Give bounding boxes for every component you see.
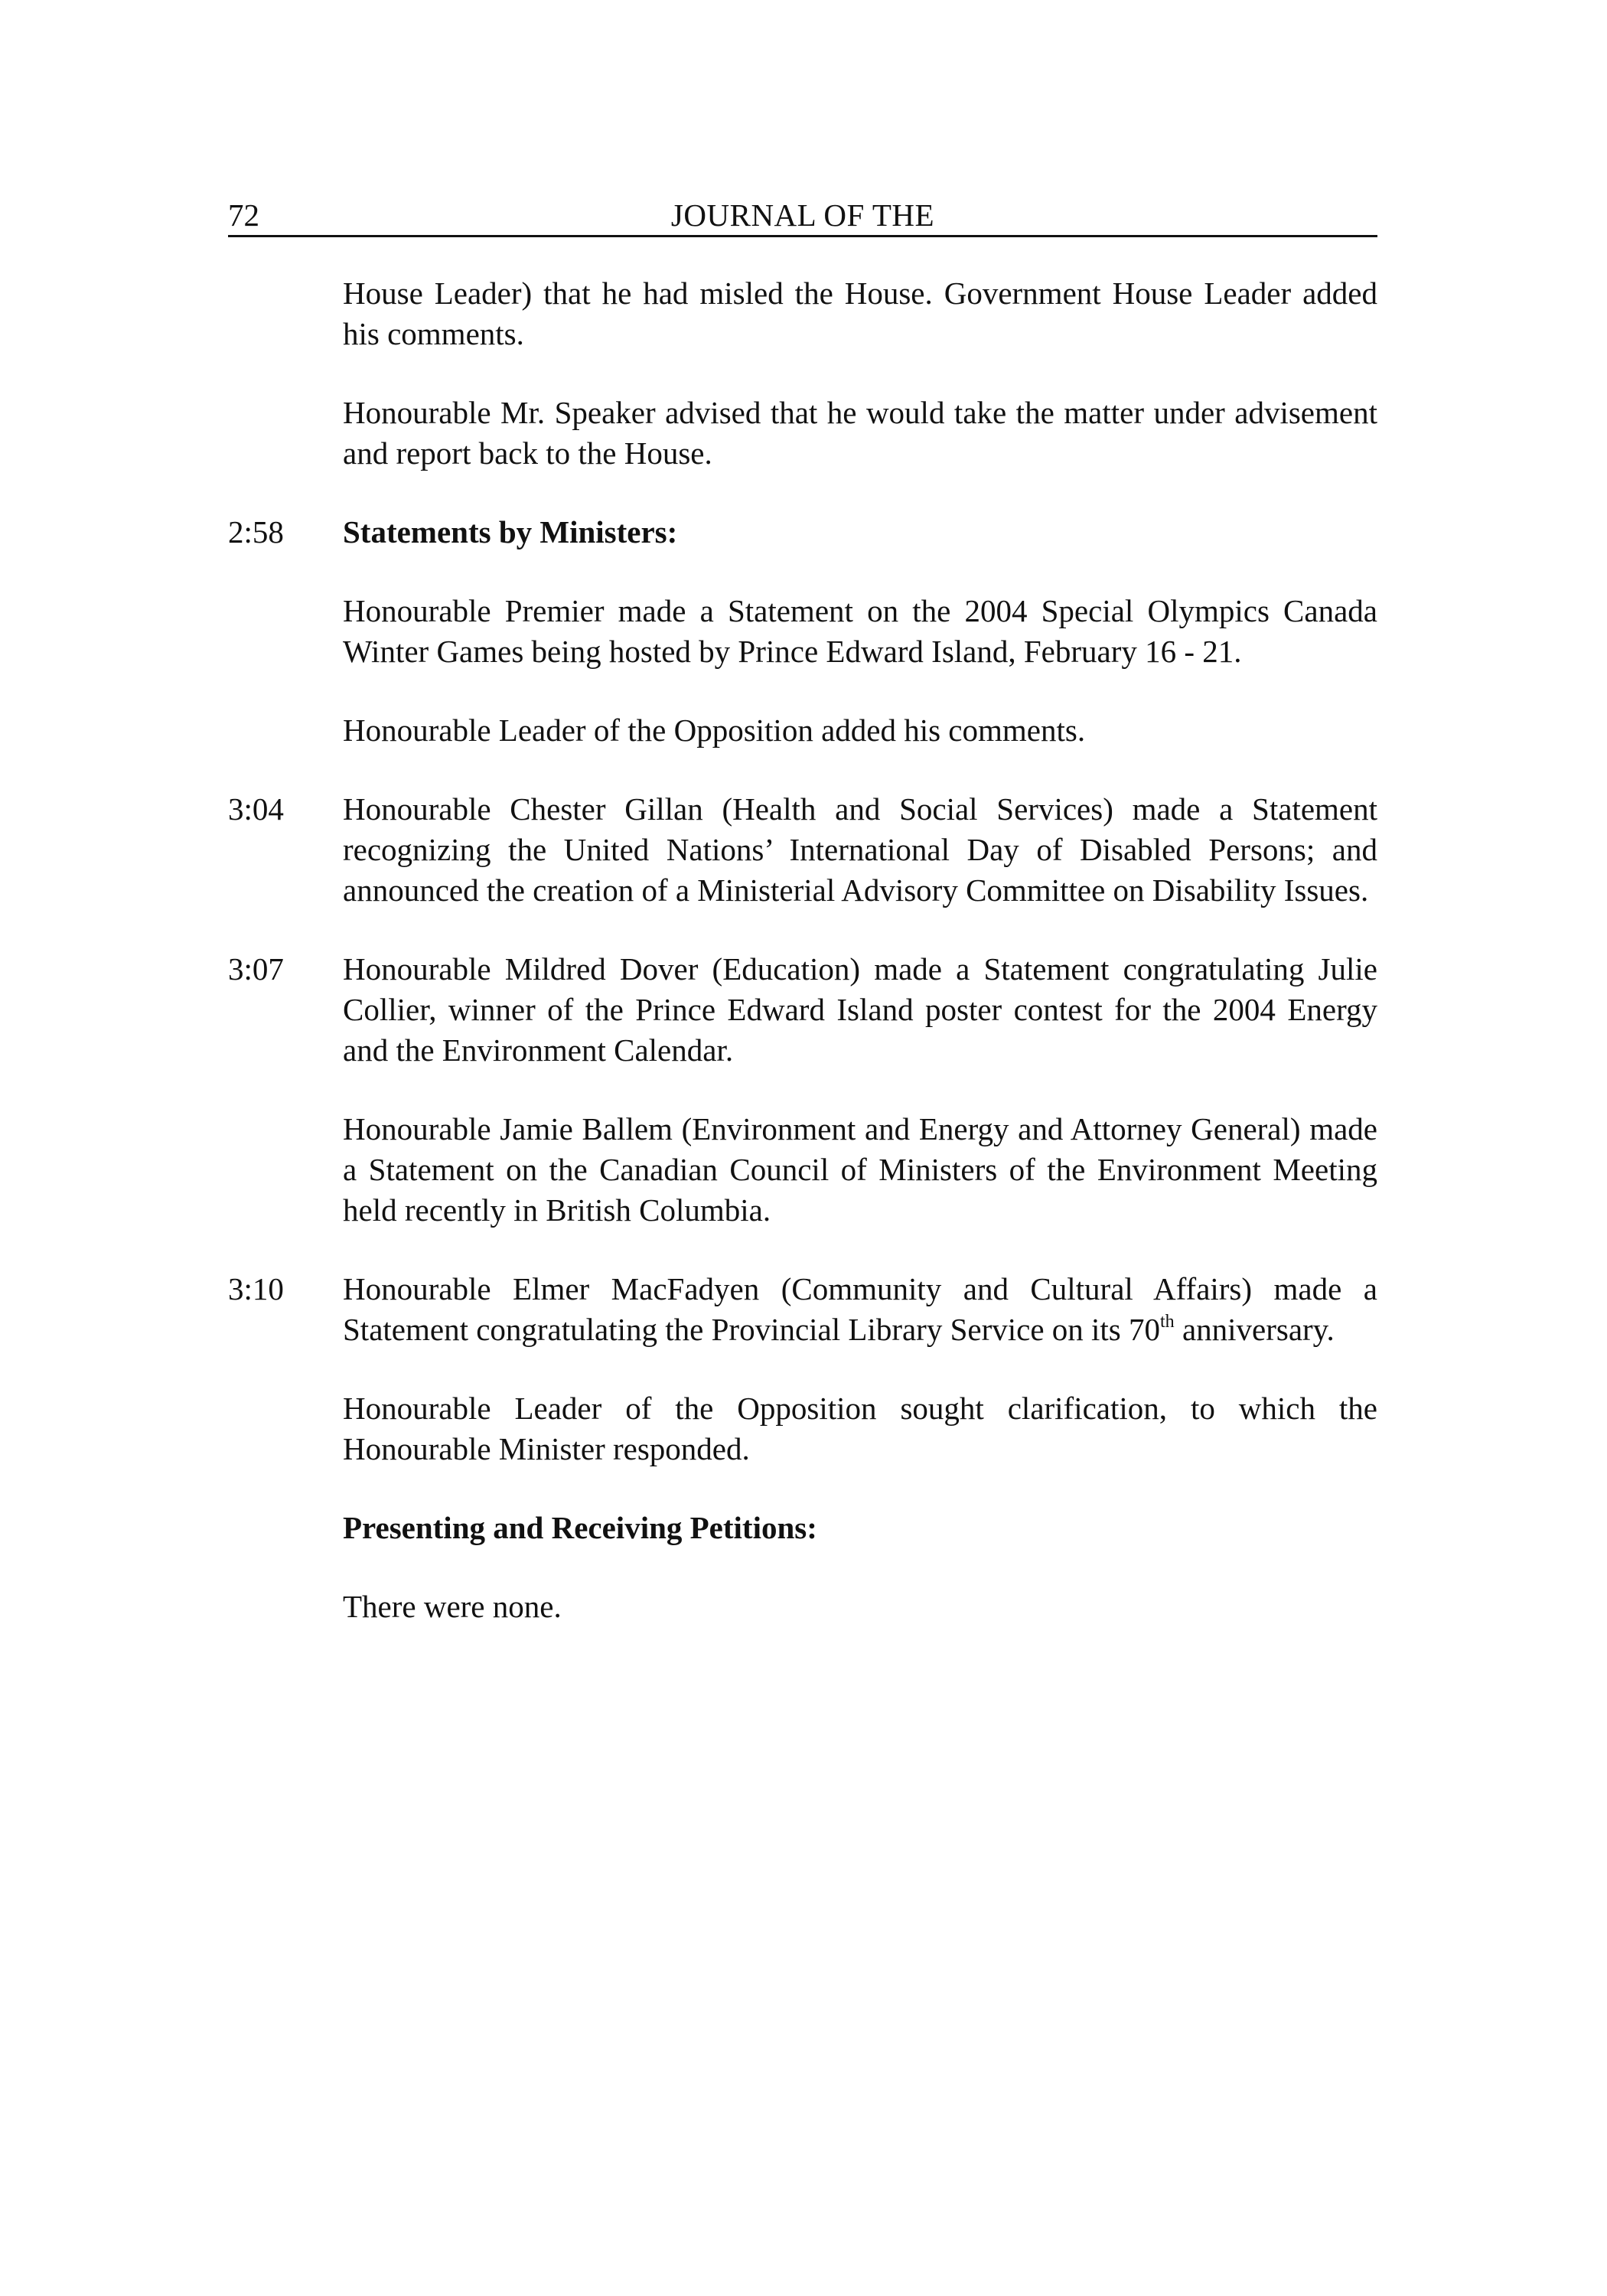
- entry-body: [343, 789, 1377, 911]
- section-heading: Presenting and Receiving Petitions:: [343, 1510, 817, 1545]
- entry-paragraph: Honourable Premier made a Statement on the 2004 Special Olympics Canada Winter Games being hosted by Prince Edward Island, February 16 - 21.: [343, 593, 1377, 669]
- entry-paragraph: Honourable Mr. Speaker advised that he would take the matter under advisement and report back to the House.: [343, 395, 1377, 471]
- entry-time: 3:07: [228, 951, 284, 987]
- entry-body: [343, 512, 1377, 553]
- journal-entry-speaker-advisement: [228, 393, 1377, 474]
- entry-paragraph: There were none.: [343, 1589, 562, 1624]
- entry-time: 3:10: [228, 1271, 284, 1306]
- ordinal-superscript: th: [1160, 1312, 1175, 1332]
- journal-title: JOURNAL OF THE: [670, 197, 935, 233]
- journal-entry-environment-statement: [228, 1109, 1377, 1231]
- entry-paragraph: Honourable Chester Gillan (Health and Social Services) made a Statement recognizing the United Nations’ International Day of Disabled Persons; and announced the creation of a Ministerial Advisory Committee on Disability Issues.: [343, 791, 1377, 908]
- entry-body: [343, 949, 1377, 1071]
- journal-entry-statements-heading: [228, 512, 1377, 553]
- journal-entry-premier-statement: [228, 591, 1377, 672]
- entry-time: 3:04: [228, 791, 284, 827]
- journal-entry-opposition-comments: [228, 710, 1377, 751]
- entry-paragraph: Honourable Mildred Dover (Education) made a Statement congratulating Julie Collier, winner of the Prince Edward Island poster contest for the 2004 Energy and the Environment Calendar.: [343, 951, 1377, 1068]
- entry-body: [343, 1269, 1377, 1350]
- entry-paragraph: [343, 1269, 1377, 1350]
- journal-entry-clarification: [228, 1388, 1377, 1469]
- journal-entry-continuation: [228, 273, 1377, 354]
- journal-entry-petitions-heading: [228, 1508, 1377, 1548]
- entry-time: 2:58: [228, 514, 284, 550]
- entry-paragraph: House Leader) that he had misled the House. Government House Leader added his comments.: [343, 276, 1377, 351]
- page-number: 72: [228, 197, 259, 233]
- entry-body: [343, 1508, 1377, 1548]
- section-heading: Statements by Ministers:: [343, 514, 678, 550]
- entry-paragraph: Honourable Jamie Ballem (Environment and Energy and Attorney General) made a Statement on the Canadian Council of Ministers of the Environment Meeting held recently in British Columbia.: [343, 1111, 1377, 1228]
- journal-entry-health-statement: [228, 789, 1377, 911]
- journal-entry-library-statement: [228, 1269, 1377, 1350]
- journal-entry-no-petitions: [228, 1587, 1377, 1627]
- entry-body: [343, 1388, 1377, 1469]
- journal-entry-education-statement: [228, 949, 1377, 1071]
- entry-body: [343, 273, 1377, 354]
- running-header: [228, 195, 1377, 237]
- entry-body: [343, 393, 1377, 474]
- entry-paragraph-text-end: anniversary.: [1174, 1312, 1335, 1347]
- entry-paragraph-text: Honourable Elmer MacFadyen (Community and Cultural Affairs) made a Statement congratulating the Provincial Library Service on its 70: [343, 1271, 1377, 1347]
- entry-body: [343, 1587, 1377, 1627]
- entry-body: [343, 591, 1377, 672]
- entry-paragraph: Honourable Leader of the Opposition added his comments.: [343, 713, 1086, 748]
- entry-paragraph: Honourable Leader of the Opposition sought clarification, to which the Honourable Minister responded.: [343, 1391, 1377, 1466]
- journal-page: [228, 195, 1377, 1665]
- entry-body: [343, 710, 1377, 751]
- entry-body: [343, 1109, 1377, 1231]
- journal-entries: [228, 273, 1377, 1627]
